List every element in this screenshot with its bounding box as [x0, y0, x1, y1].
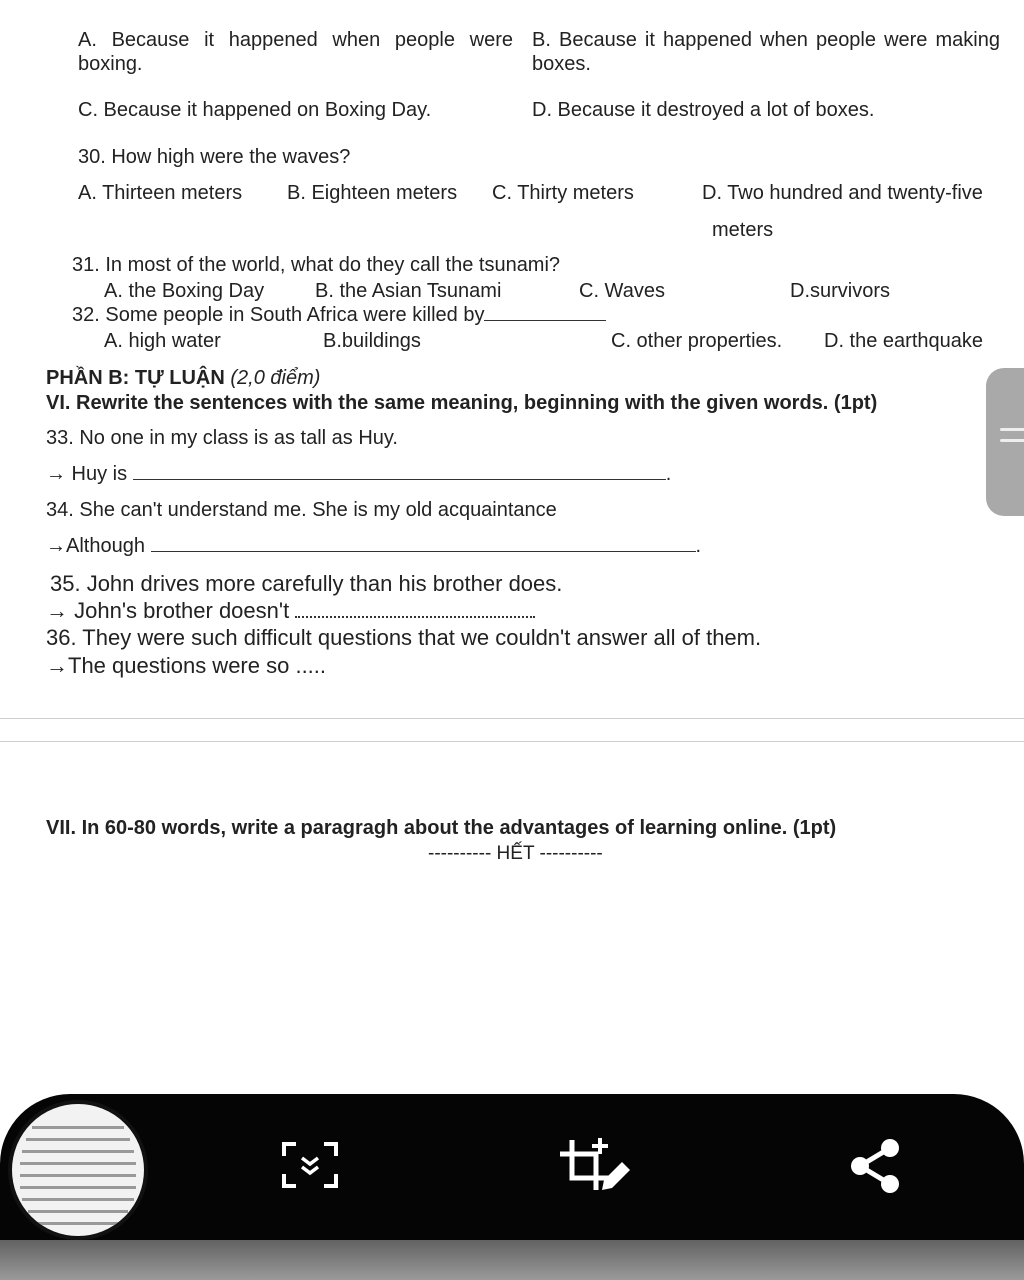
part-b-title: PHẦN B: TỰ LUẬN	[46, 367, 225, 389]
q34-blank[interactable]	[151, 551, 696, 552]
q32-question	[72, 304, 606, 327]
q33-blank[interactable]	[133, 479, 666, 480]
q30-option-c: C. Thirty meters	[492, 182, 634, 204]
q33-sentence: 33. No one in my class is as tall as Huy.	[46, 427, 398, 449]
q30-option-b: B. Eighteen meters	[287, 182, 458, 204]
part-b-note: (2,0 điểm)	[230, 367, 321, 389]
q30-option-d-cont: meters	[712, 219, 774, 241]
q32-blank	[484, 320, 606, 321]
end-marker: ---------- HẾT ----------	[428, 843, 603, 864]
q31-question: 31. In most of the world, what do they call the tsunami?	[72, 254, 561, 276]
q34-sentence: 34. She can't understand me. She is my old acquaintance	[46, 499, 557, 521]
q32-option-c: C. other properties.	[611, 330, 783, 352]
q29-option-c: C. Because it happened on Boxing Day.	[78, 99, 432, 121]
q35-sentence: 35. John drives more carefully than his brother does.	[50, 571, 563, 596]
q32-option-a: A. high water	[104, 330, 221, 352]
q32-question-text: 32. Some people in South Africa were killed by	[72, 304, 485, 326]
side-panel-handle[interactable]	[986, 368, 1024, 516]
q30-question: 30. How high were the waves?	[78, 146, 351, 168]
document-thumbnail[interactable]	[8, 1100, 148, 1240]
q29-option-d: D. Because it destroyed a lot of boxes.	[532, 99, 875, 121]
handle-lines-icon	[1000, 428, 1024, 450]
section-vi-title: VI. Rewrite the sentences with the same meaning, beginning with the given words. (1pt)	[46, 392, 878, 414]
crop-edit-icon[interactable]	[556, 1134, 636, 1194]
q35-prompt: → John's brother doesn't	[46, 598, 290, 623]
q31-option-b: B. the Asian Tsunami	[315, 280, 502, 302]
q33-answer-line: → Huy is .	[46, 463, 672, 485]
q33-prompt: → Huy is	[46, 463, 128, 485]
q29-option-a: A. Because it happened when people were boxing.	[78, 29, 513, 75]
scan-text-icon[interactable]	[280, 1140, 340, 1190]
q32-option-b: B.buildings	[323, 330, 421, 352]
q35-blank[interactable]	[295, 616, 535, 618]
q34-prompt: →Although	[46, 535, 145, 557]
q31-option-c: C. Waves	[579, 280, 665, 302]
page-divider-bottom	[0, 741, 1024, 742]
q34-answer-line: →Although .	[46, 535, 702, 557]
q32-option-d: D. the earthquake	[824, 330, 983, 352]
q31-option-d: D.survivors	[790, 280, 891, 302]
q31-option-a: A. the Boxing Day	[104, 280, 265, 302]
q30-option-d: D. Two hundred and twenty-five	[702, 182, 983, 204]
q30-option-a: A. Thirteen meters	[78, 182, 243, 204]
q35-answer-line	[46, 598, 535, 624]
share-icon[interactable]	[848, 1136, 904, 1196]
q29-option-b: B. Because it happened when people were making boxes.	[532, 29, 1000, 75]
section-vii-title: VII. In 60-80 words, write a paragragh about the advantages of learning online. (1pt)	[46, 817, 837, 839]
part-b-heading	[46, 367, 320, 390]
q36-sentence: 36. They were such difficult questions that we couldn't answer all of them.	[46, 625, 762, 650]
q36-answer-line: →The questions were so .....	[46, 653, 327, 678]
page-divider-top	[0, 718, 1024, 719]
